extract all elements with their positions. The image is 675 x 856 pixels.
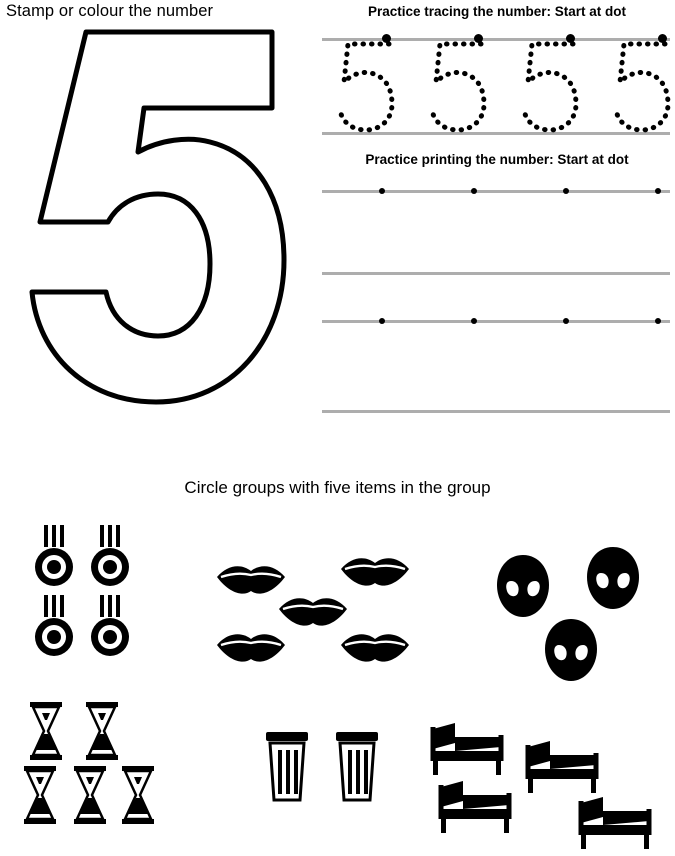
group-beds[interactable] (425, 717, 655, 847)
start-dot (563, 318, 569, 324)
medal-icon (86, 523, 134, 596)
bed-icon (425, 721, 509, 782)
group-trashcans[interactable] (262, 730, 392, 810)
start-dot (566, 34, 575, 43)
start-dot (471, 318, 477, 324)
practice-tracing-heading: Practice tracing the number: Start at dot (367, 4, 627, 19)
alien-icon (585, 545, 641, 616)
start-dot (471, 188, 477, 194)
dotted-number-glyph (334, 38, 396, 134)
hourglass-icon (116, 764, 160, 831)
start-dot (563, 188, 569, 194)
circle-groups-heading: Circle groups with five items in the group (184, 478, 491, 497)
group-aliens[interactable] (495, 545, 655, 685)
dotted-number-glyph (426, 38, 488, 134)
trash-can-icon (262, 730, 312, 807)
bed-icon (433, 779, 517, 840)
medal-icon (30, 593, 78, 666)
printing-rule-1-bottom (322, 272, 670, 275)
lips-icon (339, 629, 411, 672)
hourglass-icon (18, 764, 62, 831)
group-lips[interactable] (215, 553, 415, 673)
lips-icon (339, 553, 411, 596)
medal-icon (30, 523, 78, 596)
practice-area (322, 22, 670, 422)
hourglass-icon (24, 700, 68, 767)
trash-can-icon (332, 730, 382, 807)
start-dot (382, 34, 391, 43)
printing-rule-2-bottom (322, 410, 670, 413)
group-hourglasses[interactable] (18, 700, 168, 820)
hourglass-icon (68, 764, 112, 831)
dotted-number-glyph (610, 38, 672, 134)
hourglass-icon (80, 700, 124, 767)
alien-icon (543, 617, 599, 688)
start-dot (658, 34, 667, 43)
printing-rule-1-top (322, 190, 670, 193)
printing-rule-2-top (322, 320, 670, 323)
stamp-or-colour-heading: Stamp or colour the number (6, 2, 214, 20)
medal-icon (86, 593, 134, 666)
group-medals[interactable] (20, 523, 140, 663)
bed-icon (520, 739, 604, 800)
dotted-number-glyph (518, 38, 580, 134)
start-dot (655, 318, 661, 324)
start-dot (379, 188, 385, 194)
practice-printing-heading: Practice printing the number: Start at dot (365, 152, 629, 167)
lips-icon (215, 629, 287, 672)
start-dot (655, 188, 661, 194)
start-dot (379, 318, 385, 324)
alien-icon (495, 553, 551, 624)
groups-area (0, 505, 675, 847)
big-number-outline (20, 24, 300, 424)
start-dot (474, 34, 483, 43)
